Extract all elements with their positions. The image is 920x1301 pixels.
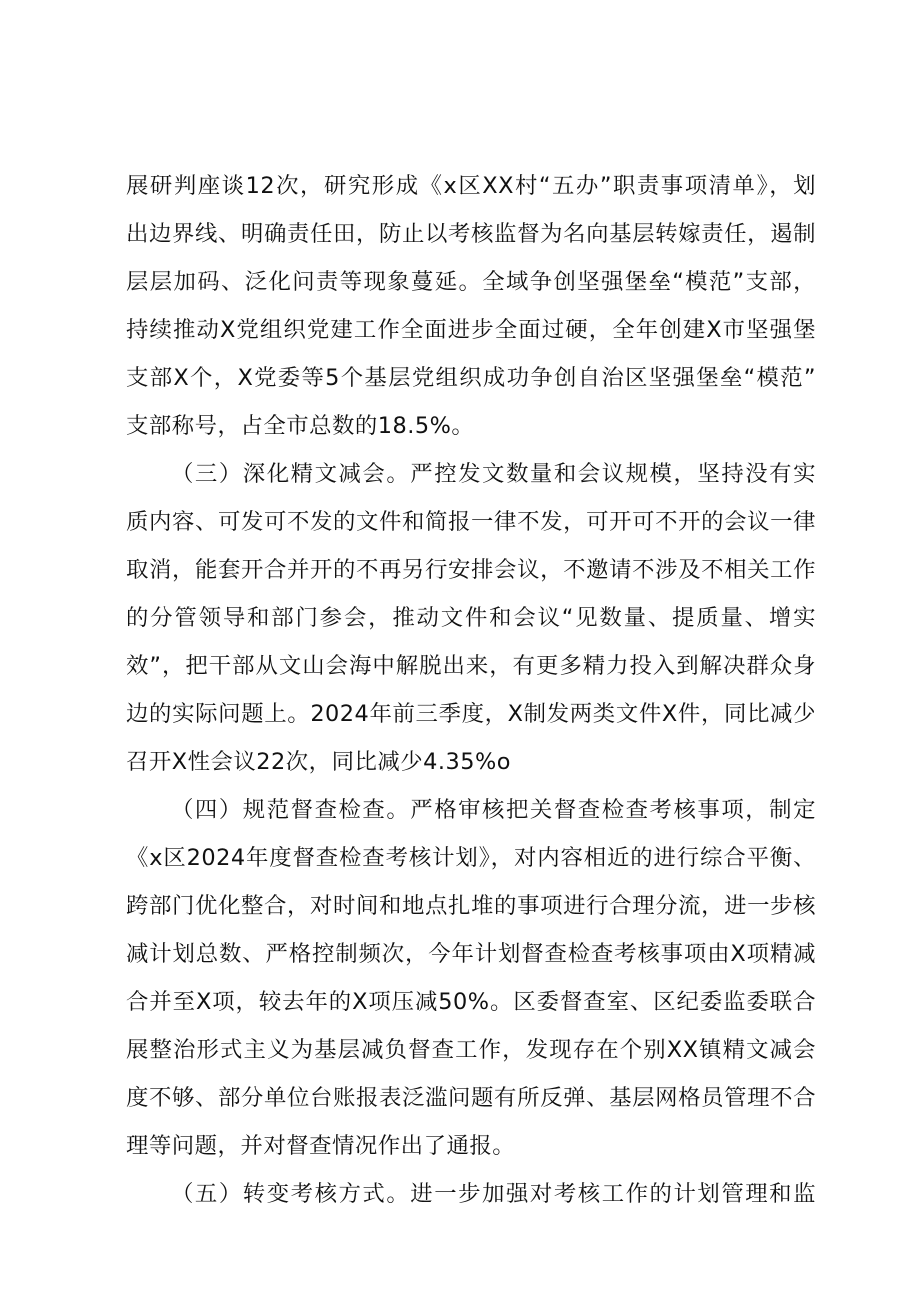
section-heading-line: （五）转变考核方式。进一步加强对考核工作的计划管理和监 bbox=[171, 1181, 816, 1207]
text-line: 理等问题，并对督查情况作出了通报。 bbox=[126, 1133, 516, 1159]
text-line: 的分管领导和部门参会，推动文件和会议“见数量、提质量、增实 bbox=[126, 605, 816, 631]
paragraph-section-3 bbox=[126, 450, 816, 786]
section-heading-line: （四）规范督查检查。严格审核把关督查检查考核事项，制定 bbox=[171, 797, 816, 823]
text-line: 支部称号，占全市总数的18.5%。 bbox=[126, 413, 475, 439]
text-line: 《x区2024年度督查检查考核计划》，对内容相近的进行综合平衡、 bbox=[126, 845, 816, 871]
text-line: 出边界线、明确责任田，防止以考核监督为名向基层转嫁责任，遏制 bbox=[126, 221, 816, 247]
paragraph-section-5 bbox=[126, 1170, 816, 1218]
text-line: 质内容、可发可不发的文件和简报一律不发，可开可不开的会议一律 bbox=[126, 509, 816, 535]
text-line: 层层加码、泛化问责等现象蔓延。全域争创坚强堡垒“模范”支部， bbox=[126, 269, 816, 295]
text-line: 展研判座谈12次，研究形成《x区XX村“五办”职责事项清单》，划 bbox=[126, 173, 816, 199]
text-line: 边的实际问题上。2024年前三季度，X制发两类文件X件，同比减少 bbox=[126, 701, 816, 727]
text-line: 召开X性会议22次，同比减少4.35%o bbox=[126, 749, 511, 775]
text-line: 支部X个，X党委等5个基层党组织成功争创自治区坚强堡垒“模范” bbox=[126, 365, 816, 391]
document-body bbox=[126, 162, 816, 1218]
text-line: 合并至X项，较去年的X项压减50%。区委督查室、区纪委监委联合 bbox=[126, 989, 816, 1015]
text-line: 取消，能套开合并开的不再另行安排会议，不邀请不涉及不相关工作 bbox=[126, 557, 816, 583]
section-heading-line: （三）深化精文减会。严控发文数量和会议规模，坚持没有实 bbox=[171, 461, 816, 487]
text-line: 展整治形式主义为基层减负督查工作，发现存在个别XX镇精文减会 bbox=[126, 1037, 816, 1063]
text-line: 度不够、部分单位台账报表泛滥问题有所反弹、基层网格员管理不合 bbox=[126, 1085, 816, 1111]
text-line: 效”，把干部从文山会海中解脱出来，有更多精力投入到解决群众身 bbox=[126, 653, 816, 679]
paragraph-continuation bbox=[126, 162, 816, 450]
text-line: 持续推动X党组织党建工作全面进步全面过硬，全年创建X市坚强堡 bbox=[126, 317, 816, 343]
text-line: 跨部门优化整合，对时间和地点扎堆的事项进行合理分流，进一步核 bbox=[126, 893, 816, 919]
paragraph-section-4 bbox=[126, 786, 816, 1170]
text-line: 减计划总数、严格控制频次，今年计划督查检查考核事项由X项精减 bbox=[126, 941, 816, 967]
